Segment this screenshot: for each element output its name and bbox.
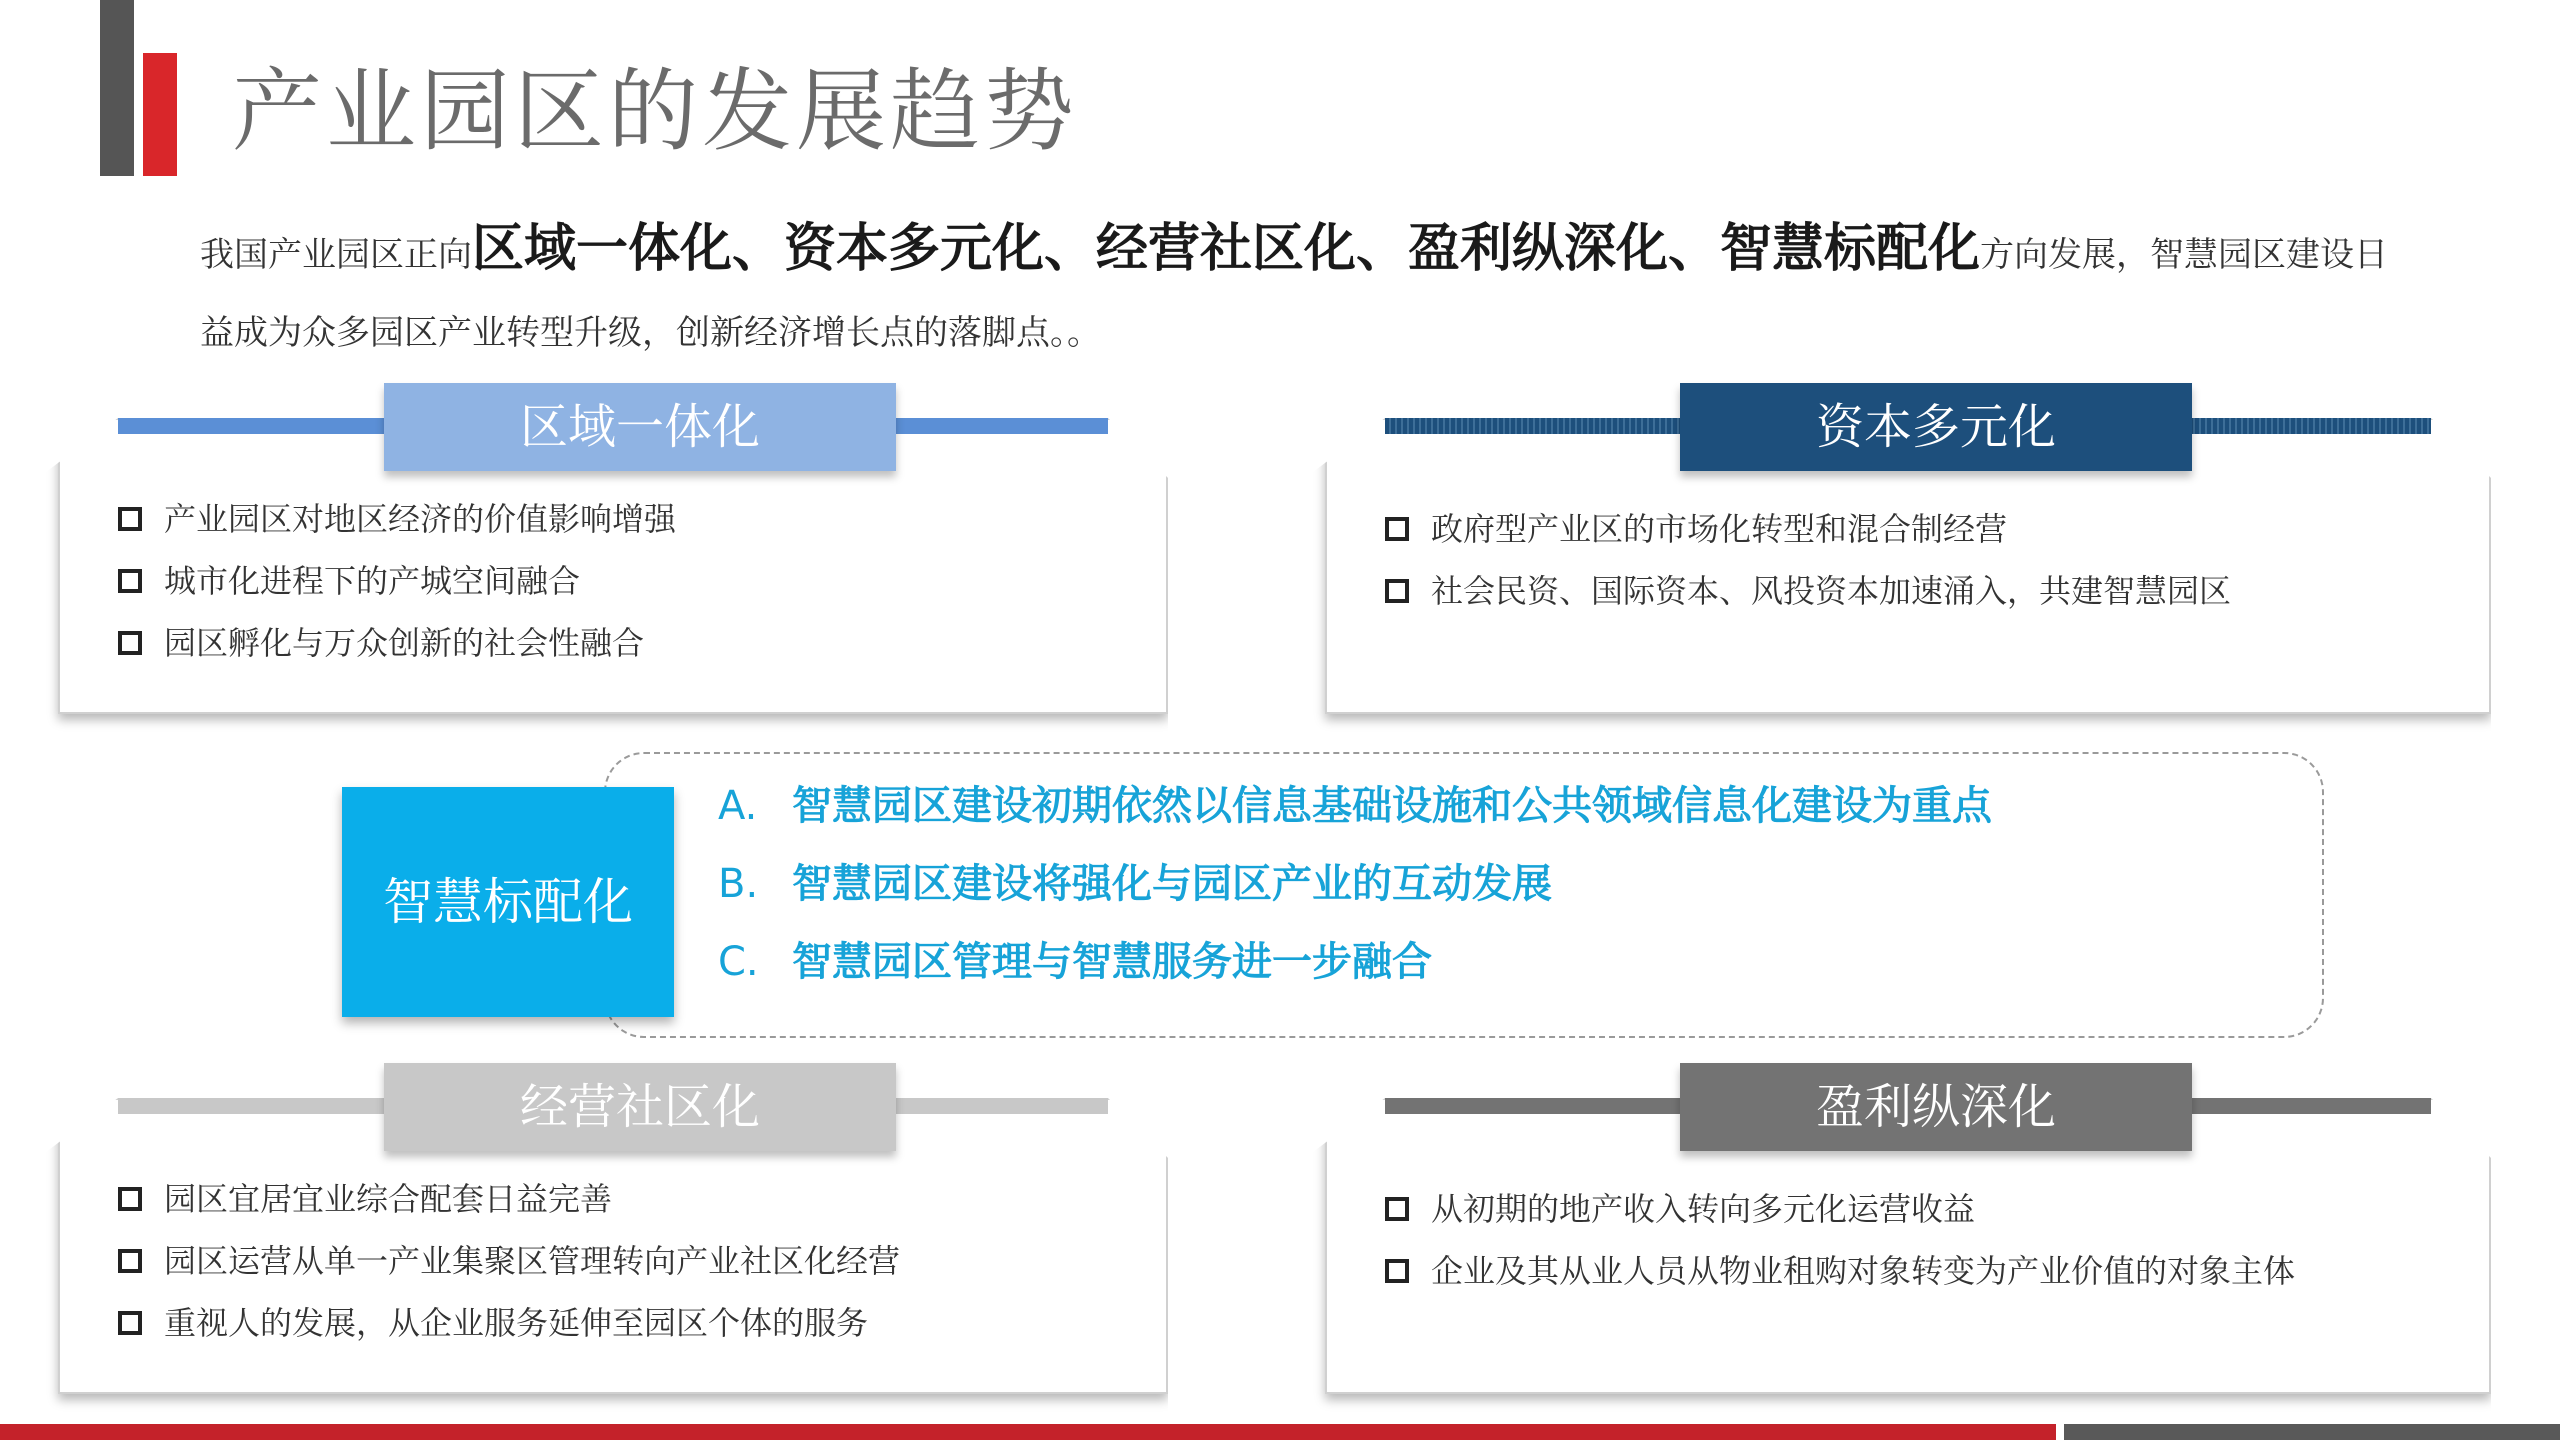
card-profit-deepening — [1325, 1079, 2491, 1394]
checkbox-icon — [118, 1311, 142, 1335]
smart-items — [718, 780, 2048, 1014]
list-item — [1385, 1240, 2295, 1302]
card-community-operation — [58, 1079, 1168, 1394]
intro-paragraph — [200, 210, 2400, 372]
smart-item-text: 智慧园区建设初期依然以信息基础设施和公共领域信息化建设为重点 — [792, 783, 1992, 829]
list-item-text: 政府型产业区的市场化转型和混合制经营 — [1431, 510, 2008, 548]
title-accent-red — [143, 53, 177, 176]
list-item-text: 社会民资、国际资本、风投资本加速涌入，共建智慧园区 — [1431, 572, 2232, 610]
footer-bar-gray — [2064, 1424, 2560, 1440]
list-item — [1385, 1178, 2295, 1240]
intro-emphasis: 区域一体化、资本多元化、经营社区化、盈利纵深化、智慧标配化 — [472, 218, 1981, 279]
page-title: 产业园区的发展趋势 — [232, 59, 1078, 164]
card-items — [118, 488, 676, 674]
card-regional-integration — [58, 399, 1168, 714]
smart-item-letter: A. — [718, 783, 758, 829]
intro-prefix: 我国产业园区正向 — [200, 235, 472, 275]
smart-item-c — [718, 936, 2048, 988]
list-item — [118, 612, 676, 674]
smart-item-letter: C. — [718, 939, 759, 985]
checkbox-icon — [118, 569, 142, 593]
smart-item-a — [718, 780, 2048, 832]
list-item — [118, 1230, 900, 1292]
list-item — [118, 488, 676, 550]
footer-bar-red — [0, 1424, 2056, 1440]
smart-item-text: 智慧园区建设将强化与园区产业的互动发展 — [792, 861, 1552, 907]
checkbox-icon — [118, 1187, 142, 1211]
list-item-text: 园区宜居宜业综合配套日益完善 — [164, 1180, 613, 1218]
list-item — [118, 1168, 900, 1230]
card-items — [1385, 1178, 2295, 1302]
list-item-text: 产业园区对地区经济的价值影响增强 — [164, 500, 677, 538]
list-item — [1385, 498, 2231, 560]
smart-item-letter: B. — [718, 861, 759, 907]
card-items — [1385, 498, 2231, 622]
list-item-text: 城市化进程下的产城空间融合 — [164, 562, 581, 600]
checkbox-icon — [118, 631, 142, 655]
checkbox-icon — [1385, 1259, 1409, 1283]
list-item — [118, 550, 676, 612]
checkbox-icon — [118, 507, 142, 531]
list-item-text: 从初期的地产收入转向多元化运营收益 — [1431, 1190, 1976, 1228]
card-label: 区域一体化 — [384, 383, 896, 471]
card-label: 经营社区化 — [384, 1063, 896, 1151]
list-item-text: 重视人的发展，从企业服务延伸至园区个体的服务 — [164, 1304, 869, 1342]
checkbox-icon — [1385, 517, 1409, 541]
list-item-text: 企业及其从业人员从物业租购对象转变为产业价值的对象主体 — [1431, 1252, 2296, 1290]
checkbox-icon — [1385, 579, 1409, 603]
smart-standardization-label: 智慧标配化 — [342, 787, 674, 1017]
card-capital-diversification — [1325, 399, 2491, 714]
smart-item-b — [718, 858, 2048, 910]
list-item — [1385, 560, 2231, 622]
list-item-text: 园区运营从单一产业集聚区管理转向产业社区化经营 — [164, 1242, 901, 1280]
smart-item-text: 智慧园区管理与智慧服务进一步融合 — [792, 939, 1432, 985]
card-label: 盈利纵深化 — [1680, 1063, 2192, 1151]
list-item-text: 园区孵化与万众创新的社会性融合 — [164, 624, 645, 662]
checkbox-icon — [118, 1249, 142, 1273]
intro-suffix: 方向发展，智慧园区建设日益成为众多园区产业转型升级，创新经济增长点的落脚点。。 — [200, 235, 2389, 353]
checkbox-icon — [1385, 1197, 1409, 1221]
title-accent-gray — [100, 0, 134, 176]
card-label: 资本多元化 — [1680, 383, 2192, 471]
card-items — [118, 1168, 900, 1354]
list-item — [118, 1292, 900, 1354]
